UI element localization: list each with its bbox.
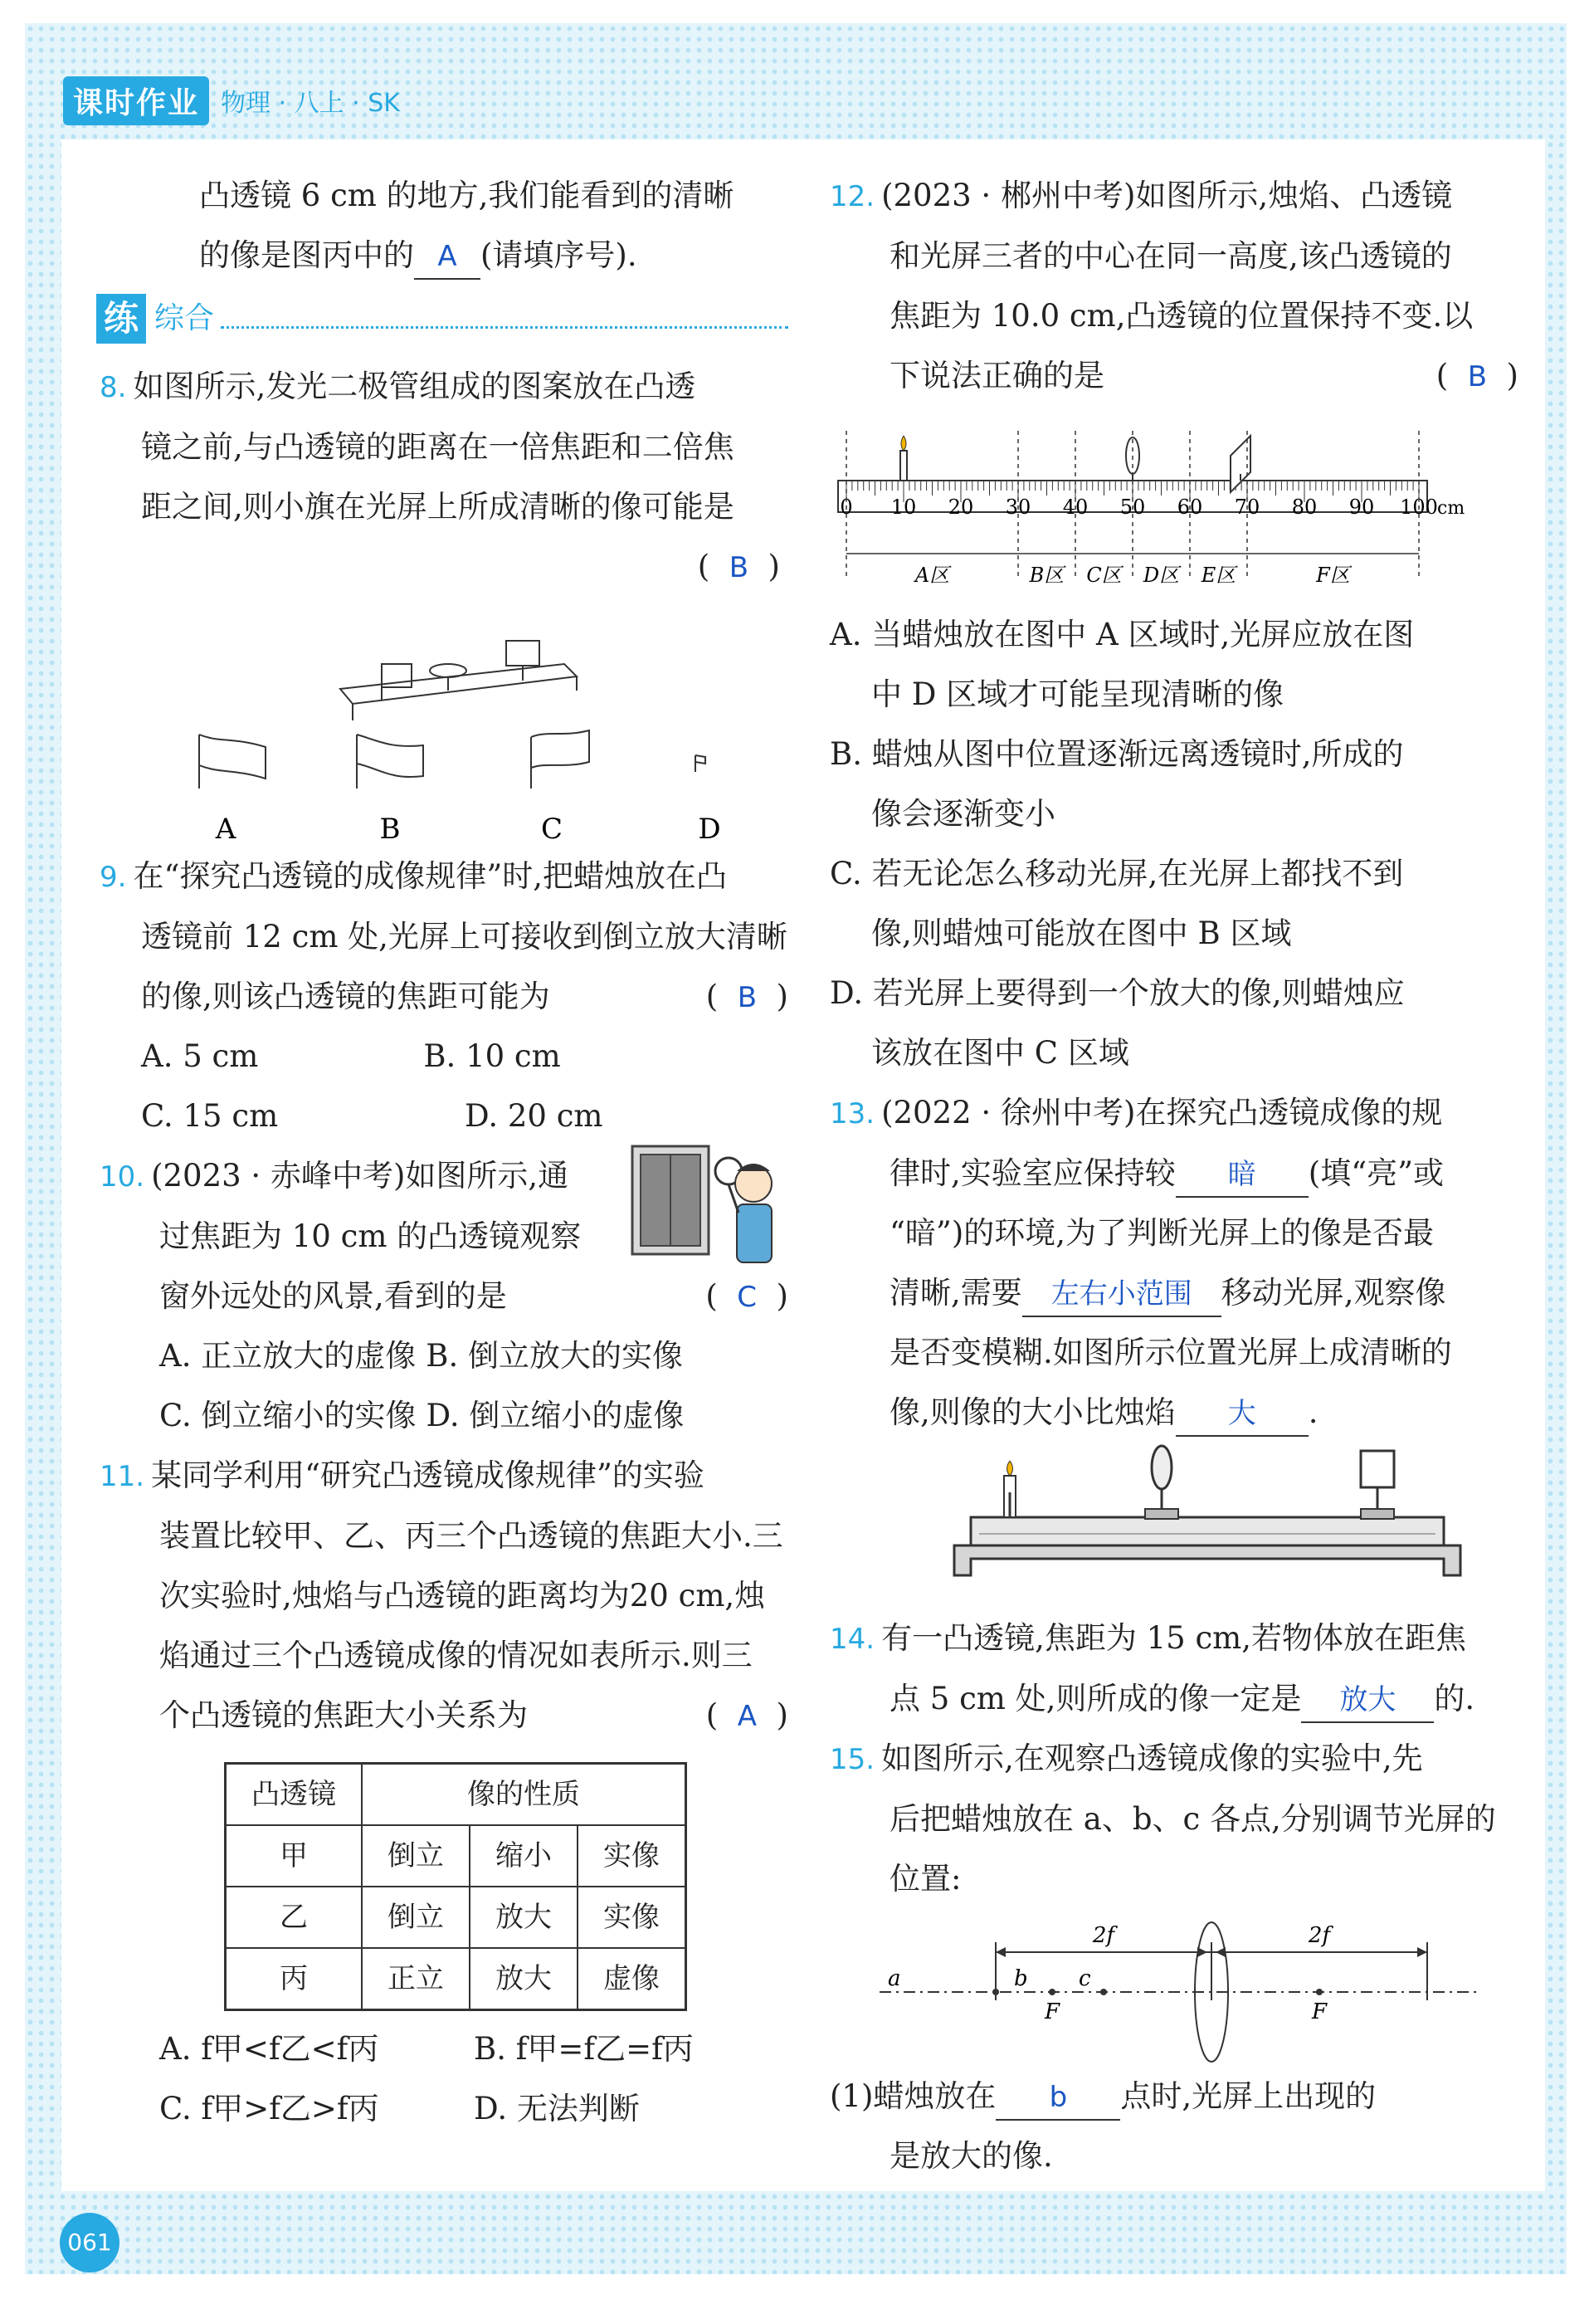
ruler-tick-label: 50 xyxy=(1119,496,1146,519)
q13-number: 13. xyxy=(830,1097,875,1130)
label-b: b xyxy=(1014,1966,1028,1991)
brand-logo: 课时作业 xyxy=(63,76,209,125)
q11-option-b: B. f甲=f乙=f丙 xyxy=(474,2031,694,2067)
section-title: 综合 xyxy=(154,301,215,335)
q13-line-6-tail: . xyxy=(1308,1394,1318,1430)
table-header-lens: 凸透镜 xyxy=(226,1764,363,1826)
table-cell: 正立 xyxy=(362,1948,470,2010)
table-row xyxy=(226,1887,686,1948)
q9-option-d: D. 20 cm xyxy=(465,1098,603,1134)
q12-ruler-figure xyxy=(830,414,1518,605)
q13-line-5: 是否变模糊.如图所示位置光屏上成清晰的 xyxy=(890,1335,1452,1370)
table-cell: 甲 xyxy=(226,1825,363,1887)
candle-body xyxy=(900,451,907,481)
zone-label: E区 xyxy=(1201,564,1236,587)
q13-line-2-tail: (填“亮”或 xyxy=(1308,1155,1445,1191)
q9-option-b: B. 10 cm xyxy=(423,1038,561,1074)
ruler-tick-label: 80 xyxy=(1291,496,1318,519)
q9-options-row-1 xyxy=(100,1027,706,1086)
table-cell: 倒立 xyxy=(362,1825,470,1887)
q10-answer-paren: ( C ) xyxy=(705,1278,788,1314)
q9-line-3 xyxy=(100,967,788,1027)
q11-answer: A xyxy=(737,1700,758,1733)
flag-option-d xyxy=(695,755,705,772)
cont-line-2 xyxy=(100,226,788,286)
ruler-tick-label: 70 xyxy=(1234,496,1260,519)
q12-option-c-2: 像,则蜡烛可能放在图中 B 区域 xyxy=(871,915,1292,951)
left-column xyxy=(100,166,788,2139)
q10-line-3-text: 窗外远处的风景,看到的是 xyxy=(159,1278,507,1314)
q11-line-2: 装置比较甲、乙、丙三个凸透镜的焦距大小.三 xyxy=(159,1518,783,1554)
zone-label: C区 xyxy=(1086,564,1122,587)
q11-option-d: D. 无法判断 xyxy=(474,2091,640,2126)
q11-table xyxy=(224,1762,687,2011)
q13-blank-1 xyxy=(1176,1152,1309,1198)
q13-line-6 xyxy=(830,1383,1518,1443)
fig-label-b: B xyxy=(379,813,401,846)
label-a: a xyxy=(888,1966,901,1991)
q13-line-4-tail: 移动光屏,观察像 xyxy=(1221,1275,1446,1311)
q13-line-2 xyxy=(830,1144,1518,1204)
q13-blank-2 xyxy=(1022,1272,1221,1317)
table-row xyxy=(226,1948,686,2010)
q11-line-5 xyxy=(100,1686,788,1745)
fig-label-a: A xyxy=(215,813,236,846)
fig-label-d: D xyxy=(698,813,721,846)
candle-flame xyxy=(901,436,906,451)
q15-line-1: 如图所示,在观察凸透镜成像的实验中,先 xyxy=(881,1741,1423,1776)
q11-number: 11. xyxy=(100,1460,145,1493)
flag-option-c xyxy=(531,730,589,788)
ruler-tick-label: 10 xyxy=(890,496,917,519)
subject-label: 物理 · 八上 · SK xyxy=(221,89,400,118)
led-flag-setup xyxy=(340,641,577,720)
table-header-row xyxy=(226,1764,686,1826)
q11-line-5-text: 个凸透镜的焦距大小关系为 xyxy=(159,1697,528,1733)
label-f-right: F xyxy=(1311,1999,1328,2024)
question-8 xyxy=(100,357,788,847)
q12-line-4-text: 下说法正确的是 xyxy=(890,358,1104,393)
q15-sub1-text: (1)蜡烛放在 xyxy=(830,2078,997,2114)
q12-option-b-1: B. 蜡烛从图中位置逐渐远离透镜时,所成的 xyxy=(830,736,1404,772)
q8-figure xyxy=(100,598,788,847)
q12-option-d-2: 该放在图中 C 区域 xyxy=(871,1035,1129,1071)
q15-sub1-answer: b xyxy=(1049,2081,1068,2114)
ruler-tick-label: 0 xyxy=(840,496,853,519)
flag-option-b xyxy=(357,735,423,788)
q14-answer: 放大 xyxy=(1339,1683,1396,1716)
q8-line-2: 镜之前,与凸透镜的距离在一倍焦距和二倍焦 xyxy=(141,429,734,465)
q9-option-a: A. 5 cm xyxy=(141,1038,259,1074)
zone-label: B区 xyxy=(1029,564,1065,587)
q14-line-2 xyxy=(830,1669,1518,1729)
zone-label: A区 xyxy=(914,564,950,587)
q14-line-2-text: 点 5 cm 处,则所成的像一定是 xyxy=(890,1681,1302,1716)
q8-line-1: 如图所示,发光二极管组成的图案放在凸透 xyxy=(133,369,696,404)
q9-number: 9. xyxy=(100,861,127,894)
q13-answer-1: 暗 xyxy=(1227,1158,1256,1191)
q12-option-a-1: A. 当蜡烛放在图中 A 区域时,光屏应放在图 xyxy=(830,617,1415,652)
q10-option-b: B. 倒立放大的实像 xyxy=(426,1338,683,1374)
q12-option-b-2: 像会逐渐变小 xyxy=(871,796,1055,832)
q10-option-d: D. 倒立缩小的虚像 xyxy=(426,1398,685,1433)
q9-answer-paren: ( B ) xyxy=(705,979,788,1014)
q12-option-d-1: D. 若光屏上要得到一个放大的像,则蜡烛应 xyxy=(830,975,1405,1011)
q13-answer-3: 大 xyxy=(1227,1397,1256,1430)
table-cell: 倒立 xyxy=(362,1887,470,1948)
section-zonghe xyxy=(96,289,788,349)
q13-line-4-text: 清晰,需要 xyxy=(890,1275,1022,1311)
q15-sub1-blank xyxy=(996,2075,1120,2121)
table-cell: 丙 xyxy=(226,1948,363,2010)
question-15 xyxy=(830,1729,1518,2186)
q13-blank-3 xyxy=(1176,1391,1309,1437)
q11-line-3: 次实验时,烛焰与凸透镜的距离均为20 cm,烛 xyxy=(159,1578,766,1614)
q10-options-row-2 xyxy=(100,1386,788,1446)
q13-optical-bench-figure xyxy=(830,1443,1518,1609)
q9-line-3-text: 的像,则该凸透镜的焦距可能为 xyxy=(141,979,550,1014)
table-cell: 实像 xyxy=(578,1825,686,1887)
q13-line-6-text: 像,则像的大小比烛焰 xyxy=(890,1394,1176,1430)
cont-text-2: (请填序号). xyxy=(480,237,637,273)
section-divider xyxy=(221,310,788,329)
ruler-tick-label: 30 xyxy=(1005,496,1031,519)
q12-line-1: (2023 · 郴州中考)如图所示,烛焰、凸透镜 xyxy=(881,178,1453,213)
flag-option-a xyxy=(199,735,266,788)
q8-line-3: 距之间,则小旗在光屏上所成清晰的像可能是 xyxy=(141,489,734,525)
zone-label: F区 xyxy=(1316,564,1350,587)
q15-sub1-line-2: 是放大的像. xyxy=(890,2138,1053,2174)
q12-line-4 xyxy=(830,346,1518,406)
q10-line-1: (2023 · 赤峰中考)如图所示,通 xyxy=(151,1158,569,1194)
ruler-tick-label: 20 xyxy=(948,496,974,519)
q15-line-2: 后把蜡烛放在 a、b、c 各点,分别调节光屏的 xyxy=(890,1801,1496,1837)
ruler-tick-label: 60 xyxy=(1177,496,1203,519)
label-2f-right: 2f xyxy=(1308,1923,1331,1948)
ruler-tick-label: 40 xyxy=(1062,496,1089,519)
ruler-tick-label: 90 xyxy=(1348,496,1375,519)
zone-label: D区 xyxy=(1143,564,1180,587)
q10-line-2: 过焦距为 10 cm 的凸透镜观察 xyxy=(159,1218,582,1254)
q8-answer: B xyxy=(729,551,749,584)
question-13 xyxy=(830,1083,1518,1609)
q14-line-2-tail: 的. xyxy=(1434,1681,1475,1716)
question-11 xyxy=(100,1446,788,2139)
q15-line-3: 位置: xyxy=(890,1861,962,1897)
question-14 xyxy=(830,1609,1518,1729)
q11-line-1: 某同学利用“研究凸透镜成像规律”的实验 xyxy=(151,1457,704,1493)
table-cell: 放大 xyxy=(470,1948,578,2010)
question-10 xyxy=(100,1146,788,1446)
q15-sub1-tail: 点时,光屏上出现的 xyxy=(1120,2078,1377,2114)
table-row xyxy=(226,1825,686,1887)
q10-answer: C xyxy=(737,1281,758,1314)
q9-option-c: C. 15 cm xyxy=(141,1098,279,1134)
q11-options-row-1 xyxy=(100,2019,788,2079)
left-dot-band xyxy=(25,139,61,2248)
right-dot-band xyxy=(1545,139,1567,2248)
q11-option-c: C. f甲>f乙>f丙 xyxy=(159,2091,379,2126)
table-header-image: 像的性质 xyxy=(362,1764,686,1826)
q9-line-2: 透镜前 12 cm 处,光屏上可接收到倒立放大清晰 xyxy=(141,919,787,954)
q12-line-3: 焦距为 10.0 cm,凸透镜的位置保持不变.以 xyxy=(890,298,1474,334)
q10-options-row-1 xyxy=(100,1326,705,1386)
fig-label-c: C xyxy=(540,813,563,846)
q12-number: 12. xyxy=(830,180,875,213)
cont-line-1: 凸透镜 6 cm 的地方,我们能看到的清晰 xyxy=(199,178,734,213)
table-cell: 放大 xyxy=(470,1887,578,1948)
right-column xyxy=(830,166,1518,2186)
q11-answer-paren: ( A ) xyxy=(705,1697,788,1733)
q9-line-1: 在“探究凸透镜的成像规律”时,把蜡烛放在凸 xyxy=(133,858,728,894)
q11-line-4: 焰通过三个凸透镜成像的情况如表所示.则三 xyxy=(159,1638,753,1673)
ruler-unit-label: cm xyxy=(1437,498,1465,519)
label-2f-left: 2f xyxy=(1092,1923,1115,1948)
q12-option-c-1: C. 若无论怎么移动光屏,在光屏上都找不到 xyxy=(830,856,1404,891)
q13-line-2-text: 律时,实验室应保持较 xyxy=(890,1155,1176,1191)
label-f-left: F xyxy=(1044,1999,1060,2024)
q10-option-c: C. 倒立缩小的实像 xyxy=(159,1398,417,1433)
cont-text: 的像是图丙中的 xyxy=(199,237,414,273)
q8-number: 8. xyxy=(100,371,127,404)
bottom-dot-band xyxy=(25,2191,1567,2274)
q15-lens-diagram xyxy=(830,1909,1518,2067)
q14-number: 14. xyxy=(830,1623,875,1656)
cont-answer: A xyxy=(437,240,457,273)
q14-blank xyxy=(1301,1677,1434,1723)
q8-answer-paren: ( B ) xyxy=(697,549,780,584)
cont-answer-blank xyxy=(414,234,480,280)
q10-window-figure xyxy=(631,1138,780,1279)
q14-line-1: 有一凸透镜,焦距为 15 cm,若物体放在距焦 xyxy=(881,1620,1467,1656)
q12-line-2: 和光屏三者的中心在同一高度,该凸透镜的 xyxy=(890,238,1452,274)
q9-answer: B xyxy=(737,981,758,1014)
q15-number: 15. xyxy=(830,1743,875,1776)
practice-icon: 练 xyxy=(96,294,146,344)
q13-line-3: “暗”)的环境,为了判断光屏上的像是否最 xyxy=(890,1215,1435,1251)
table-cell: 实像 xyxy=(578,1887,686,1948)
q10-number: 10. xyxy=(100,1160,145,1194)
ruler-tick-label: 100 xyxy=(1400,496,1438,519)
question-9 xyxy=(100,847,788,1146)
q15-sub1-line-1 xyxy=(830,2067,1518,2126)
q11-option-a: A. f甲<f乙<f丙 xyxy=(159,2031,379,2067)
header xyxy=(63,76,461,124)
q13-answer-2: 左右小范围 xyxy=(1050,1277,1192,1311)
table-cell: 虚像 xyxy=(578,1948,686,2010)
q12-answer: B xyxy=(1467,360,1488,393)
q10-option-a: A. 正立放大的虚像 xyxy=(159,1338,417,1374)
table-cell: 乙 xyxy=(226,1887,363,1948)
table-cell: 缩小 xyxy=(470,1825,578,1887)
q12-option-a-2: 中 D 区域才可能呈现清晰的像 xyxy=(871,676,1284,712)
q11-options-row-2 xyxy=(100,2079,788,2139)
page-number: 061 xyxy=(60,2213,119,2273)
q13-line-4 xyxy=(830,1263,1518,1323)
q13-line-1: (2022 · 徐州中考)在探究凸透镜成像的规 xyxy=(881,1095,1443,1130)
label-c: c xyxy=(1079,1966,1091,1991)
question-12 xyxy=(830,166,1518,1083)
q12-answer-paren: ( B ) xyxy=(1435,358,1518,393)
